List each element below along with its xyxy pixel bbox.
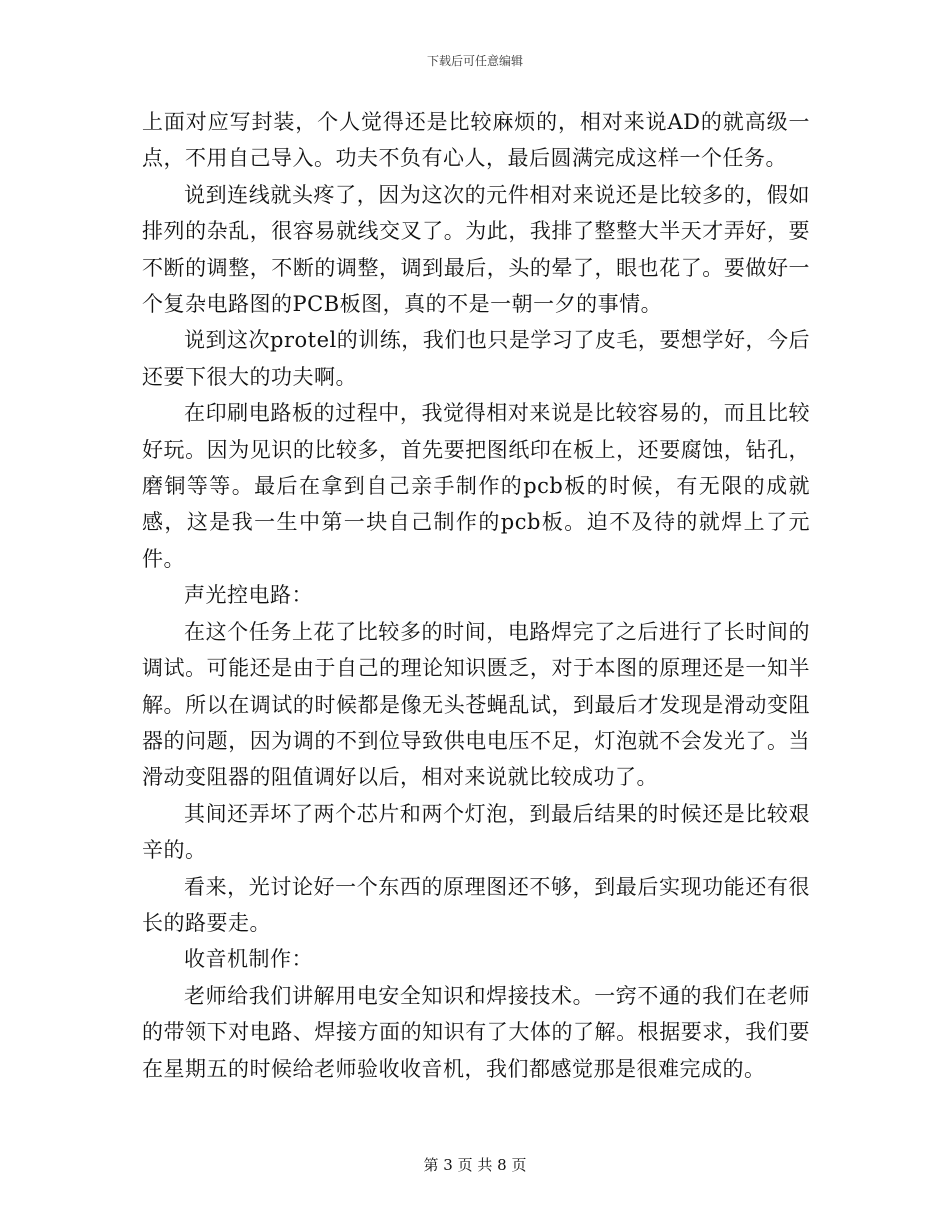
page-footer: 第 3 页 共 8 页 <box>423 1156 527 1174</box>
document-body <box>142 104 810 1087</box>
section-heading-radio-making: 收音机制作： <box>184 947 313 972</box>
section-heading-sound-light-circuit: 声光控电路： <box>184 583 313 608</box>
paragraph-3: 说到这次protel的训练，我们也只是学习了皮毛，要想学好，今后还要下很大的功夫啊。 <box>142 328 810 389</box>
paragraph-7: 其间还弄坏了两个芯片和两个灯泡，到最后结果的时候还是比较艰辛的。 <box>142 801 810 863</box>
paragraph-4: 在印刷电路板的过程中，我觉得相对来说是比较容易的，而且比较好玩。因为见识的比较多，首先要把图纸印在板上，还要腐蚀，钻孔，磨铜等等。最后在拿到自己亲手制作的pcb板的时候，有无限的成就感，这是我一生中第一块自己制作的pcb板。迫不及待的就焊上了元件。 <box>142 401 810 571</box>
paragraph-2: 说到连线就头疼了，因为这次的元件相对来说还是比较多的，假如排列的杂乱，很容易就线交叉了。为此，我排了整整大半天才弄好，要不断的调整，不断的调整，调到最后，头的晕了，眼也花了。要做好一个复杂电路图的PCB板图，真的不是一朝一夕的事情。 <box>142 182 810 317</box>
paragraph-8: 看来，光讨论好一个东西的原理图还不够，到最后实现功能还有很长的路要走。 <box>142 874 810 935</box>
paragraph-1: 上面对应写封装，个人觉得还是比较麻烦的，相对来说AD的就高级一点，不用自己导入。功夫不负有心人，最后圆满完成这样一个任务。 <box>142 110 810 171</box>
paragraph-6: 在这个任务上花了比较多的时间，电路焊完了之后进行了长时间的调试。可能还是由于自己的理论知识匮乏，对于本图的原理还是一知半解。所以在调试的时候都是像无头苍蝇乱试，到最后才发现是滑动变阻器的问题，因为调的不到位导致供电电压不足，灯泡就不会发光了。当滑动变阻器的阻值调好以后，相对来说就比较成功了。 <box>142 619 810 790</box>
paragraph-10: 老师给我们讲解用电安全知识和焊接技术。一窍不通的我们在老师的带领下对电路、焊接方面的知识有了大体的了解。根据要求，我们要在星期五的时候给老师验收收音机，我们都感觉那是很难完成的。 <box>142 983 810 1081</box>
page-header: 下载后可任意编辑 <box>426 54 523 68</box>
